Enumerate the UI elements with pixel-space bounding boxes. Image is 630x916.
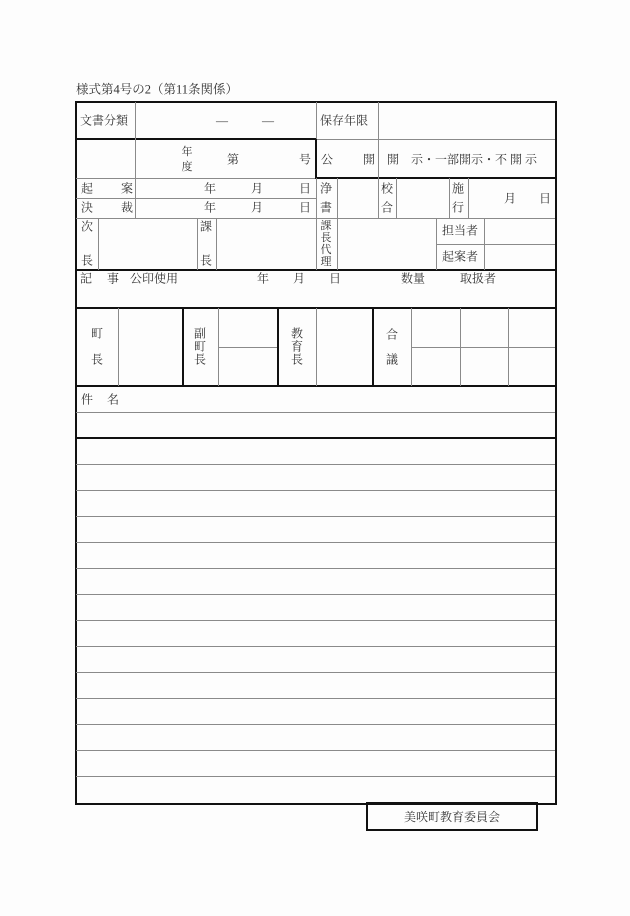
rule bbox=[468, 178, 469, 218]
rule bbox=[411, 308, 412, 386]
body-line bbox=[76, 490, 555, 491]
consultation-label: 議 bbox=[385, 352, 399, 367]
number-suffix-label: 号 bbox=[298, 152, 312, 167]
drafted-label: 起 bbox=[80, 181, 94, 196]
proofread-label: 校 bbox=[380, 181, 394, 196]
seal-day: 日 bbox=[328, 271, 342, 286]
body-line bbox=[76, 724, 555, 725]
drafted-label: 案 bbox=[120, 181, 134, 196]
drafter-label: 起案者 bbox=[441, 249, 479, 264]
seal-month: 月 bbox=[292, 271, 306, 286]
rule bbox=[484, 218, 485, 270]
deputy-mayor-label: 副 bbox=[193, 326, 207, 341]
disclosure-label: 開 bbox=[362, 152, 376, 167]
approved-day: 日 bbox=[298, 200, 312, 215]
superintendent-label: 教 bbox=[290, 326, 304, 341]
classification-dash: — bbox=[216, 113, 228, 128]
body-line bbox=[76, 516, 555, 517]
drafted-day: 日 bbox=[298, 181, 312, 196]
form-title: 様式第4号の2（第11条関係） bbox=[76, 82, 239, 97]
approved-month: 月 bbox=[250, 200, 264, 215]
handler-label: 取扱者 bbox=[459, 271, 497, 286]
deputy-mayor-label: 町 bbox=[193, 339, 207, 354]
body-line bbox=[76, 542, 555, 543]
rule bbox=[218, 347, 278, 348]
retention-period-label: 保存年限 bbox=[320, 113, 369, 128]
subject-label: 名 bbox=[106, 392, 120, 407]
document-classification-label: 文書分類 bbox=[80, 113, 129, 128]
mayor-label: 長 bbox=[90, 352, 104, 367]
deputy-head-label: 次 bbox=[80, 219, 94, 234]
seal-use-label: 公印使用 bbox=[130, 271, 179, 286]
rule bbox=[76, 412, 555, 413]
approved-label: 裁 bbox=[120, 200, 134, 215]
rule bbox=[508, 308, 509, 386]
subject-label: 件 bbox=[80, 392, 94, 407]
body-line bbox=[76, 620, 555, 621]
rule bbox=[76, 178, 316, 179]
acting-chief-label: 理 bbox=[320, 256, 332, 268]
clean-copy-label: 浄 bbox=[319, 181, 333, 196]
body-line bbox=[76, 776, 555, 777]
rule bbox=[76, 138, 317, 140]
enforcement-label: 行 bbox=[451, 200, 465, 215]
enforcement-month: 月 bbox=[503, 191, 517, 206]
rule bbox=[372, 308, 374, 386]
clean-copy-label: 書 bbox=[319, 200, 333, 215]
approved-label: 決 bbox=[80, 200, 94, 215]
rule bbox=[76, 437, 555, 439]
disclosure-options: 開 示・一部開示・不 開 示 bbox=[387, 152, 538, 167]
rule bbox=[76, 198, 316, 199]
body-line bbox=[76, 594, 555, 595]
person-in-charge-label: 担当者 bbox=[441, 223, 479, 238]
body-line bbox=[76, 698, 555, 699]
body-line bbox=[76, 464, 555, 465]
rule bbox=[197, 218, 198, 270]
rule bbox=[316, 178, 317, 270]
issuer-name: 美咲町教育委員会 bbox=[403, 810, 500, 824]
fiscal-year-label: 年 bbox=[181, 146, 193, 158]
section-chief-label: 課 bbox=[199, 219, 213, 234]
enforcement-label: 施 bbox=[451, 181, 465, 196]
body-line bbox=[76, 672, 555, 673]
acting-chief-label: 課 bbox=[320, 220, 332, 232]
rule bbox=[449, 178, 450, 218]
body-line bbox=[76, 750, 555, 751]
drafted-year: 年 bbox=[203, 181, 217, 196]
rule bbox=[316, 102, 317, 139]
seal-year: 年 bbox=[256, 271, 270, 286]
notes-label: 事 bbox=[106, 271, 120, 286]
deputy-head-label: 長 bbox=[80, 253, 94, 268]
approved-year: 年 bbox=[203, 200, 217, 215]
rule bbox=[118, 308, 119, 386]
rule bbox=[216, 218, 217, 270]
rule bbox=[98, 218, 99, 270]
rule bbox=[411, 347, 555, 348]
disclosure-label: 公 bbox=[320, 152, 334, 167]
rule bbox=[436, 244, 555, 245]
rule bbox=[436, 218, 437, 270]
notes-label: 記 bbox=[79, 271, 93, 286]
acting-chief-label: 代 bbox=[320, 244, 332, 256]
classification-dash: — bbox=[262, 113, 274, 128]
rule bbox=[396, 178, 397, 218]
rule bbox=[316, 177, 555, 179]
rule bbox=[460, 308, 461, 386]
superintendent-label: 育 bbox=[290, 339, 304, 354]
fiscal-year-label: 度 bbox=[181, 161, 193, 173]
rule bbox=[218, 308, 219, 386]
rule bbox=[135, 102, 136, 218]
acting-chief-label: 長 bbox=[320, 232, 332, 244]
body-line bbox=[76, 568, 555, 569]
body-line bbox=[76, 646, 555, 647]
section-chief-label: 長 bbox=[199, 253, 213, 268]
rule bbox=[316, 139, 555, 140]
quantity-label: 数量 bbox=[400, 271, 426, 286]
rule bbox=[277, 308, 279, 386]
deputy-mayor-label: 長 bbox=[193, 352, 207, 367]
consultation-label: 合 bbox=[385, 327, 399, 342]
rule bbox=[315, 139, 317, 179]
rule bbox=[378, 102, 379, 218]
rule bbox=[182, 308, 184, 386]
number-prefix-label: 第 bbox=[226, 152, 240, 167]
rule bbox=[337, 178, 338, 270]
mayor-label: 町 bbox=[90, 326, 104, 341]
proofread-label: 合 bbox=[380, 200, 394, 215]
enforcement-day: 日 bbox=[538, 191, 552, 206]
superintendent-label: 長 bbox=[290, 352, 304, 367]
rule bbox=[316, 308, 317, 386]
issuer-box bbox=[366, 802, 538, 831]
drafted-month: 月 bbox=[250, 181, 264, 196]
